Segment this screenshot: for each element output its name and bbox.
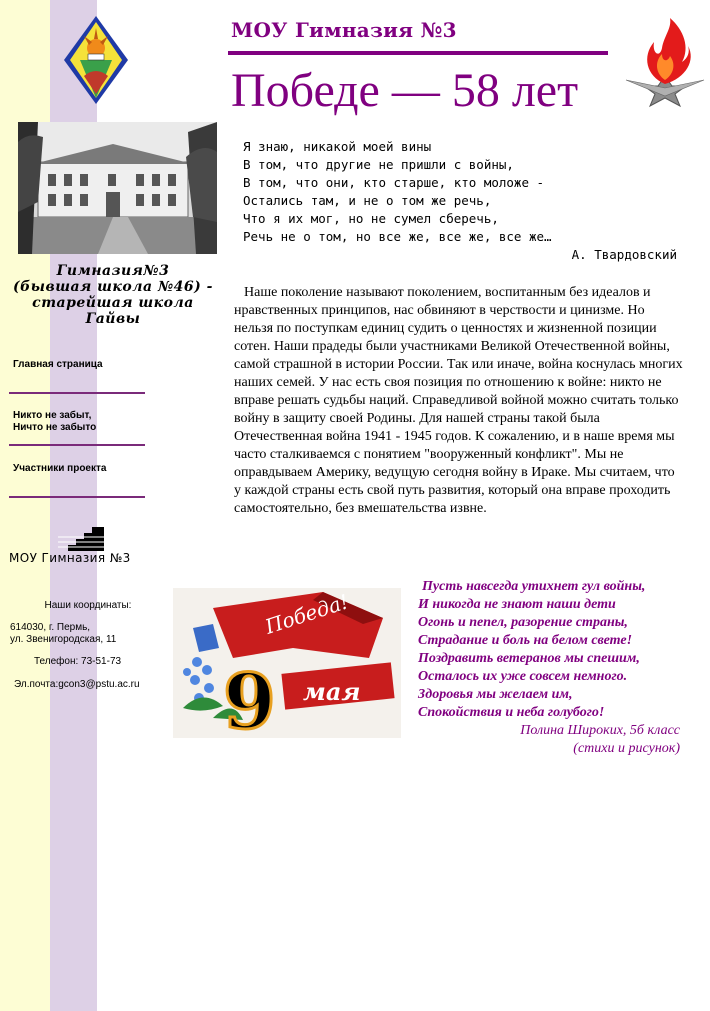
poem-line: И никогда не знают наши дети (418, 597, 616, 612)
gymnasium-emblem-icon (62, 14, 130, 106)
nav-item-nobody-forgotten[interactable]: Никто не забыт, Ничто не забыто (13, 410, 97, 433)
epigraph-line: Речь не о том, но все же, все же, все же… (243, 229, 552, 244)
poem-line: Пусть навсегда утихнет гул войны, (422, 579, 646, 594)
epigraph-line: Я знаю, никакой моей вины (243, 139, 432, 154)
site-title: МОУ Гимназия №3 (231, 18, 457, 42)
nav-item-home[interactable]: Главная страница (13, 359, 103, 370)
epigraph-line: В том, что они, кто старше, кто моложе - (243, 175, 545, 190)
epigraph-author: А. Твардовский (571, 247, 677, 262)
nav-divider (9, 392, 145, 394)
poem-note: (стихи и рисунок) (573, 741, 680, 756)
epigraph-line: Что я их мог, но не сумел сберечь, (243, 211, 499, 226)
poem-line: Здоровья мы желаем им, (418, 687, 573, 702)
eternal-flame-icon (624, 18, 706, 108)
poem-line: Огонь и пепел, разорение страны, (418, 615, 628, 630)
nav-divider (9, 496, 145, 498)
contacts-email: Эл.почта:gcon3@pstu.ac.ru (14, 679, 140, 690)
school-name-footer: МОУ Гимназия №3 (9, 551, 131, 565)
poem-line: Спокойствия и неба голубого! (418, 705, 605, 720)
poem-line: Страдание и боль на белом свете! (418, 633, 633, 648)
header-divider (228, 51, 608, 55)
student-poem (418, 578, 680, 758)
epigraph-poem (243, 138, 683, 264)
epigraph-line: В том, что другие не пришли с войны, (243, 157, 514, 172)
contacts-address: 614030, г. Пермь, ул. Звенигородская, 11 (10, 622, 117, 645)
nav-item-participants[interactable]: Участники проекта (13, 463, 107, 474)
poem-line: Поздравить ветеранов мы спешим, (418, 651, 640, 666)
victory-day-postcard (173, 588, 401, 738)
stairs-logo-icon (58, 527, 104, 551)
postcard-banner-text: Победа! (262, 589, 352, 639)
poem-line: Осталось их уже совсем немного. (418, 669, 628, 684)
nav-divider (9, 444, 145, 446)
page-headline: Победе — 58 лет (231, 64, 579, 117)
contacts-title: Наши координаты: (44, 600, 132, 611)
postcard-date-number: 9 (223, 657, 276, 738)
epigraph-line: Остались там, и не о том же речь, (243, 193, 492, 208)
essay-paragraph: Наше поколение называют поколением, воспитанным без идеалов и нравственных принципов, нас обвиняют в черствости и цинизме. Но нельзя по поступкам единиц судить о ценностях и жизненной позиции сотен. Наши прадеды были участниками Великой Отечественной войны, самой страшной в истории России. Так или иначе, война коснулась многих наших семей. У нас есть своя позиция по отношению к войне: никто не вправе решать судьбы наций. Справедливой войной можно считать только войну в защиту своей Родины. Для нашей страны такой была Отечественная война 1941 - 1945 годов. К сожалению, и в наше время мы часто сталкиваемся с понятием "вооруженный конфликт". Мы не оправдываем Америку, ведущую сегодня войну в Ираке. Мы считаем, что у каждой страны есть свой путь развития, который она вправе проходить самостоятельно, без вмешательства извне. (234, 285, 683, 516)
school-caption: Гимназия№3 (бывшая школа №46) - старейшая школа Гайвы (13, 263, 213, 327)
postcard-date-word: мая (303, 677, 361, 706)
contacts-block (10, 600, 160, 691)
school-building-photo (18, 122, 217, 254)
contacts-phone: Телефон: 73-51-73 (34, 656, 122, 667)
poem-author: Полина Широких, 5б класс (520, 723, 680, 738)
